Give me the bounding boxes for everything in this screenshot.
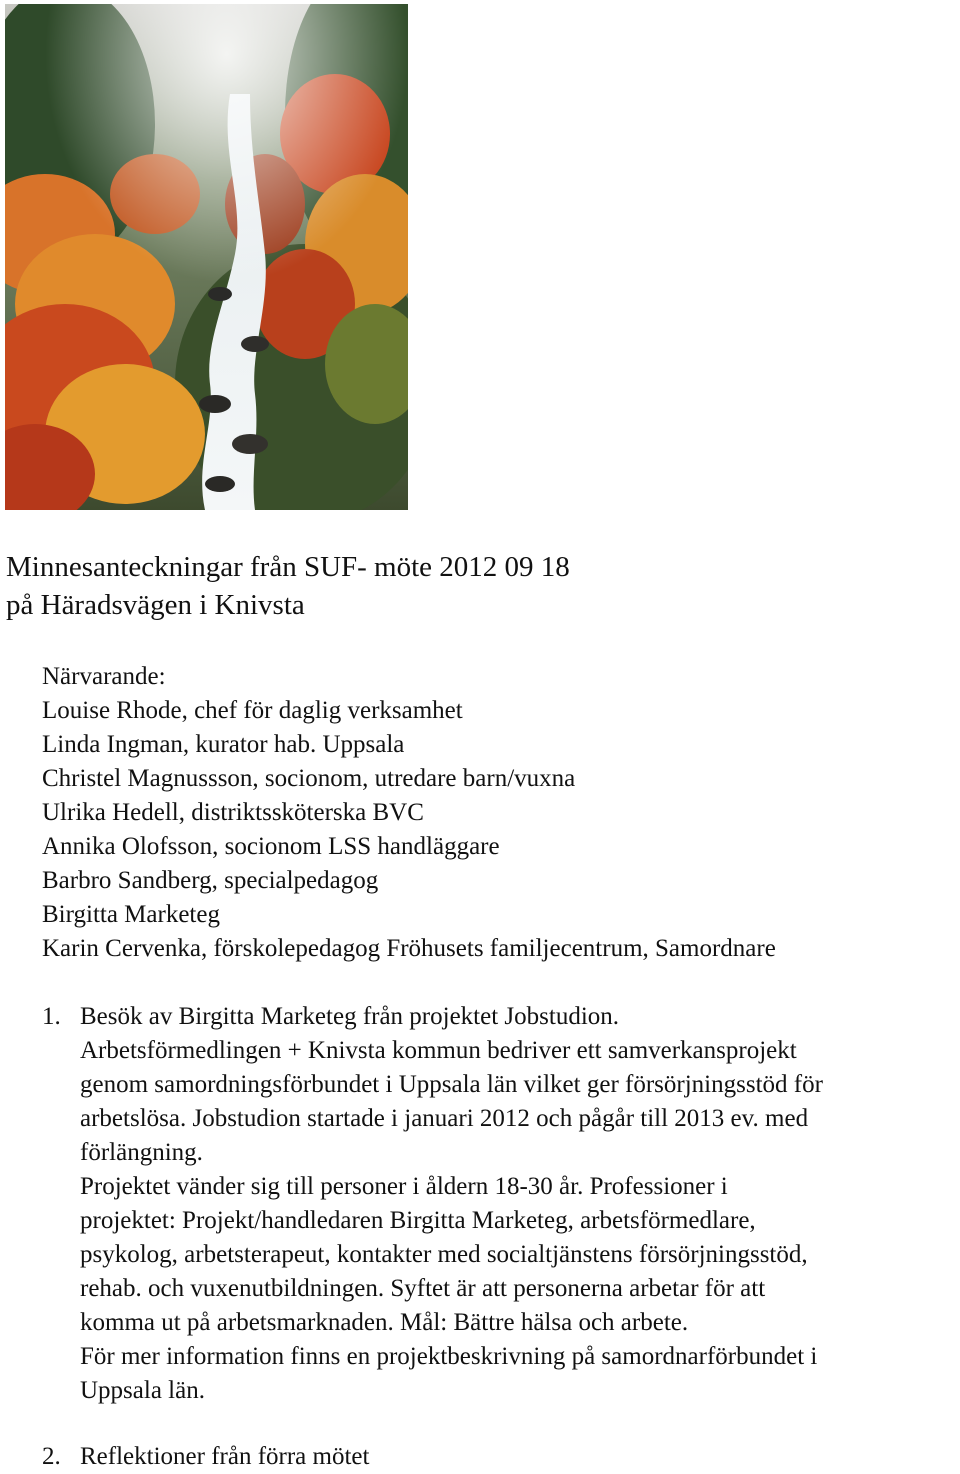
attendee-item: Birgitta Marketeg — [42, 901, 220, 928]
attendees-heading: Närvarande: — [42, 663, 166, 690]
agenda-item-body — [80, 1000, 960, 1408]
agenda-line: För mer information finns en projektbeskrivning på samordnarförbundet i — [80, 1343, 818, 1370]
attendee-item: Karin Cervenka, förskolepedagog Fröhusets familjecentrum, Samordnare — [42, 935, 776, 962]
attendee-list — [42, 660, 776, 966]
agenda-item-number: 2. — [42, 1443, 61, 1470]
attendee-item: Christel Magnussson, socionom, utredare barn/vuxna — [42, 765, 576, 792]
attendee-item: Ulrika Hedell, distriktssköterska BVC — [42, 799, 424, 826]
agenda-line: Uppsala län. — [80, 1377, 205, 1404]
attendee-item: Annika Olofsson, socionom LSS handläggare — [42, 833, 500, 860]
title-line-1: Minnesanteckningar från SUF- möte 2012 09 18 — [6, 551, 570, 583]
agenda-line: rehab. och vuxenutbildningen. Syftet är att personerna arbetar för att — [80, 1275, 766, 1302]
autumn-river-photo — [5, 4, 408, 510]
agenda-item-number: 1. — [42, 1003, 61, 1030]
agenda-line: Reflektioner från förra mötet — [80, 1443, 370, 1470]
agenda-line: Besök av Birgitta Marketeg från projektet Jobstudion. — [80, 1003, 620, 1030]
agenda-line: projektet: Projekt/handledaren Birgitta Marketeg, arbetsförmedlare, — [80, 1207, 756, 1234]
agenda-line: genom samordningsförbundet i Uppsala län vilket ger försörjningsstöd för — [80, 1071, 823, 1098]
page-title — [6, 548, 570, 624]
agenda-line: psykolog, arbetsterapeut, kontakter med socialtjänstens försörjningsstöd, — [80, 1241, 808, 1268]
agenda-line: komma ut på arbetsmarknaden. Mål: Bättre hälsa och arbete. — [80, 1309, 689, 1336]
agenda-line: Arbetsförmedlingen + Knivsta kommun bedriver ett samverkansprojekt — [80, 1037, 797, 1064]
agenda-item-body — [80, 1440, 960, 1474]
attendee-item: Barbro Sandberg, specialpedagog — [42, 867, 379, 894]
agenda-line: förlängning. — [80, 1139, 203, 1166]
agenda-line: arbetslösa. Jobstudion startade i januari 2012 och pågår till 2013 ev. med — [80, 1105, 809, 1132]
attendee-item: Louise Rhode, chef för daglig verksamhet — [42, 697, 463, 724]
attendee-item: Linda Ingman, kurator hab. Uppsala — [42, 731, 405, 758]
agenda-line: Projektet vänder sig till personer i åldern 18-30 år. Professioner i — [80, 1173, 728, 1200]
title-line-2: på Häradsvägen i Knivsta — [6, 589, 305, 621]
